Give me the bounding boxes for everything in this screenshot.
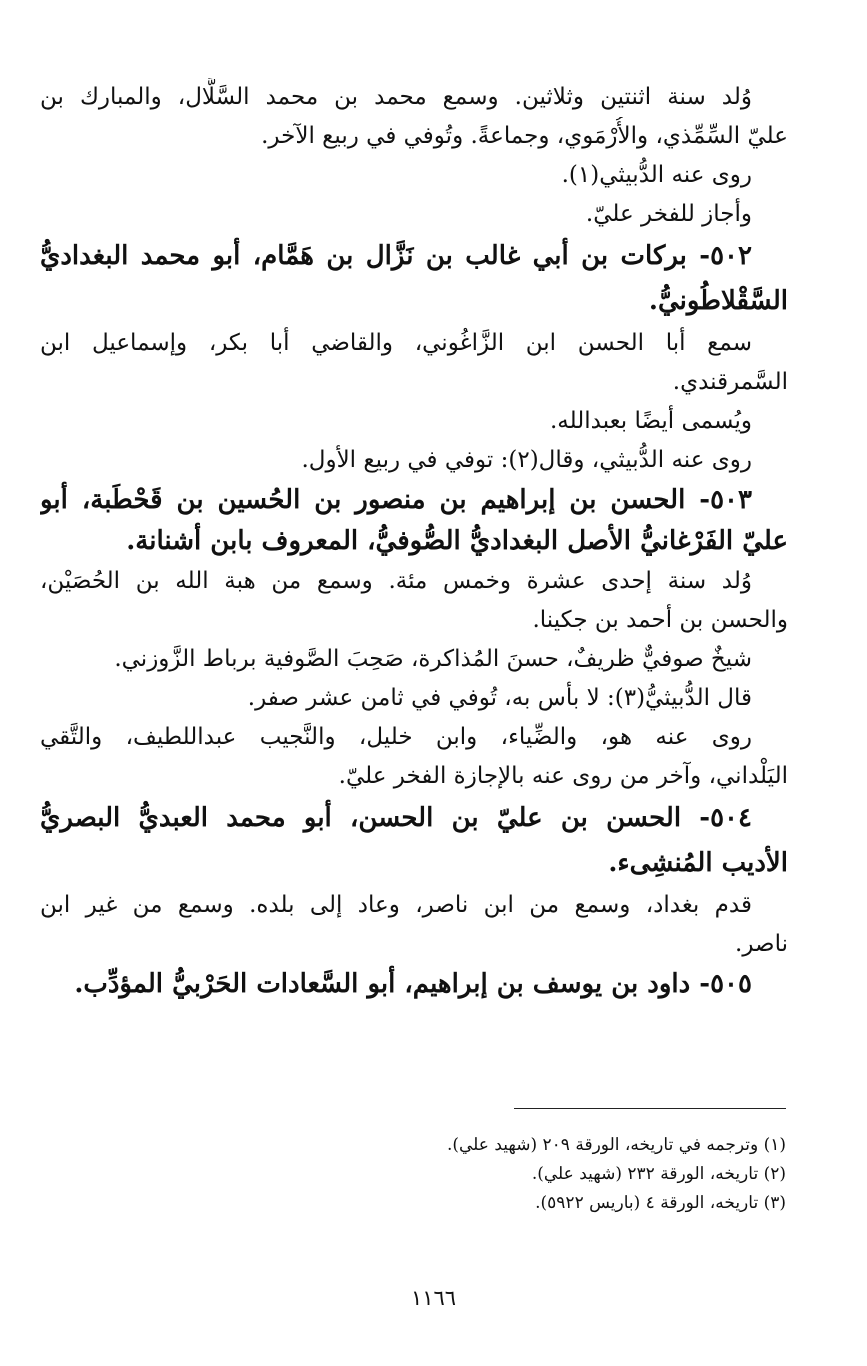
- text-line: قدم بغداد، وسمع من ابن ناصر، وعاد إلى بلده. وسمع من غير ابن: [40, 892, 752, 918]
- text-line: اليَلْداني، وآخر من روى عنه بالإجازة الفخر عليّ.: [338, 763, 788, 789]
- entry-heading: ٥٠٢- بركات بن أبي غالب بن نَزَّال بن هَمَّام، أبو محمد البغداديُّ: [40, 241, 752, 271]
- text-line: ناصر.: [735, 931, 788, 957]
- text-line: وأجاز للفخر عليّ.: [585, 201, 752, 227]
- text-line: سمع أبا الحسن ابن الزَّاغُوني، والقاضي أبا بكر، وإسماعيل ابن: [40, 330, 752, 356]
- entry-heading: ٥٠٤- الحسن بن عليّ بن الحسن، أبو محمد العبديُّ البصريُّ: [40, 803, 752, 833]
- entry-heading: الأديب المُنشِىء.: [608, 848, 788, 878]
- text-line: شيخٌ صوفيٌّ ظريفٌ، حسنَ المُذاكرة، صَحِبَ الصَّوفية برباط الزَّوزني.: [114, 646, 752, 672]
- text-line: روى عنه الدُّبيثي(١).: [561, 162, 752, 188]
- footnotes: [80, 1108, 786, 1218]
- text-line: روى عنه هو، والضِّياء، وابن خليل، والنَّجيب عبداللطيف، والتَّقي: [40, 724, 752, 750]
- entry-heading: عليّ الفَرْغانيُّ الأصل البغداديُّ الصُّوفيُّ، المعروف بابن أشنانة.: [126, 526, 788, 556]
- entry-heading: ٥٠٥- داود بن يوسف بن إبراهيم، أبو السَّعادات الحَرْبيُّ المؤدِّب.: [74, 969, 752, 999]
- text-line: وُلد سنة اثنتين وثلاثين. وسمع محمد بن محمد السَّلَّال، والمبارك بن: [40, 84, 752, 110]
- text-line: والحسن بن أحمد بن جكينا.: [532, 607, 788, 633]
- text-line: عليّ السِّمِّذي، والأُرْمَوي، وجماعةً. وتُوفي في ربيع الآخر.: [261, 123, 788, 149]
- text-line: قال الدُّبيثيُّ(٣): لا بأس به، تُوفي في ثامن عشر صفر.: [247, 685, 752, 711]
- text-line: ويُسمى أيضًا بعبدالله.: [549, 408, 752, 434]
- footnote: (٢) تاريخه، الورقة ٢٣٢ (شهيد علي).: [531, 1164, 786, 1184]
- entry-heading: ٥٠٣- الحسن بن إبراهيم بن منصور بن الحُسين بن قَحْطَبة، أبو: [40, 485, 752, 515]
- text-line: وُلد سنة إحدى عشرة وخمس مئة. وسمع من هبة الله بن الحُصَيْن،: [40, 568, 752, 594]
- page-number: ١١٦٦: [410, 1286, 457, 1310]
- text-line: روى عنه الدُّبيثي، وقال(٢): توفي في ربيع الأول.: [301, 447, 752, 473]
- footnote: (١) وترجمه في تاريخه، الورقة ٢٠٩ (شهيد علي).: [446, 1135, 786, 1155]
- main-text: [40, 78, 788, 1005]
- text-line: السَّمرقندي.: [672, 369, 788, 395]
- footnote: (٣) تاريخه، الورقة ٤ (باريس ٥٩٢٢).: [535, 1193, 786, 1213]
- footnote-divider: [514, 1108, 786, 1109]
- entry-heading: السَّقْلاطُونيُّ.: [648, 286, 788, 316]
